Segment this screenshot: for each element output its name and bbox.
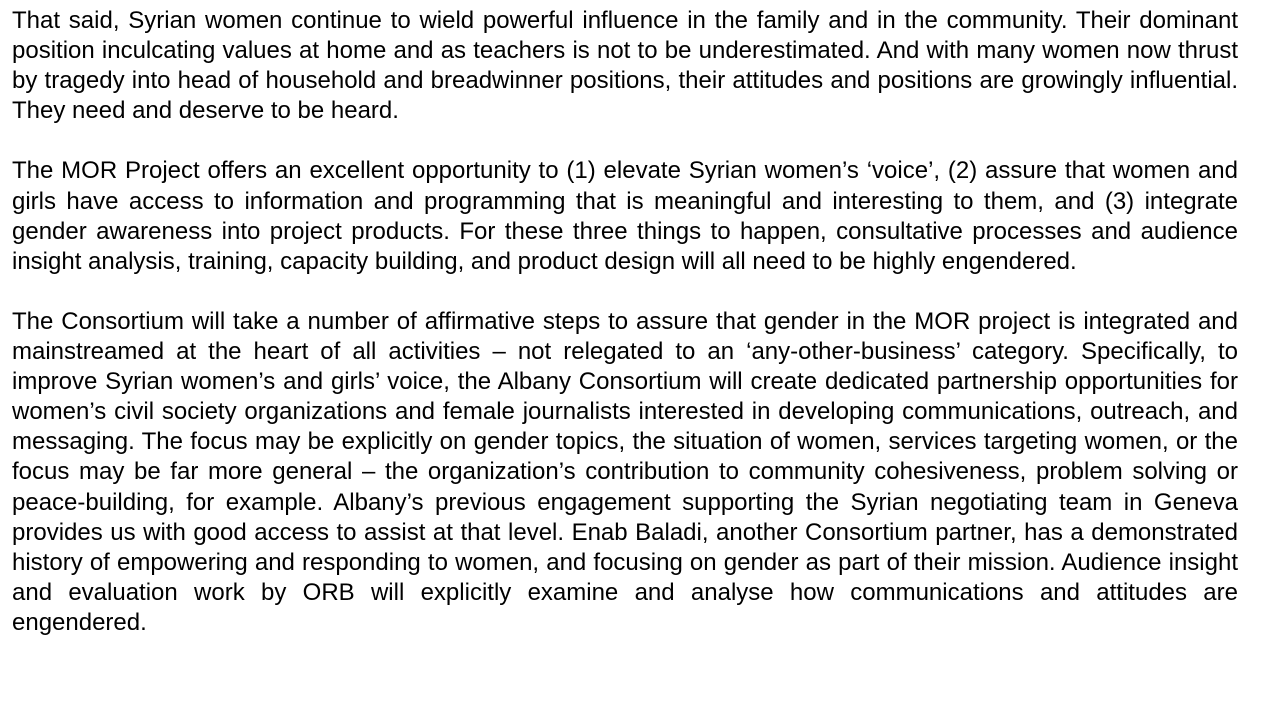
paragraph-consortium-steps: The Consortium will take a number of affirmative steps to assure that gender in the MOR project is integrated and mainstreamed at the heart of all activities – not relegated to an ‘any-other-business’ category. Specifically, to improve Syrian women’s and girls’ voice, the Albany Consortium will create dedicated partnership opportunities for women’s civil society organizations and female journalists interested in developing communications, outreach, and messaging. The focus may be explicitly on gender topics, the situation of women, services targeting women, or the focus may be far more general – the organization’s contribution to community cohesiveness, problem solving or peace-building, for example. Albany’s previous engagement supporting the Syrian negotiating team in Geneva provides us with good access to assist at that level. Enab Baladi, another Consortium partner, has a demonstrated history of empowering and responding to women, and focusing on gender as part of their mission. Audience insight and evaluation work by ORB will explicitly examine and analyse how communications and attitudes are engendered. [12, 307, 1238, 636]
paragraph-womens-influence: That said, Syrian women continue to wield powerful influence in the family and in the community. Their dominant position inculcating values at home and as teachers is not to be underestimated. And with many women now thrust by tragedy into head of household and breadwinner positions, their attitudes and positions are growingly influential. They need and deserve to be heard. [12, 7, 1238, 125]
paragraph-mor-opportunity: The MOR Project offers an excellent opportunity to (1) elevate Syrian women’s ‘voice’, (2) assure that women and girls have access to information and programming that is meaningful and interesting to them, and (3) integrate gender awareness into project products. For these three things to happen, consultative processes and audience insight analysis, training, capacity building, and product design will all need to be highly engendered. [12, 157, 1238, 275]
document-body [12, 6, 1238, 638]
